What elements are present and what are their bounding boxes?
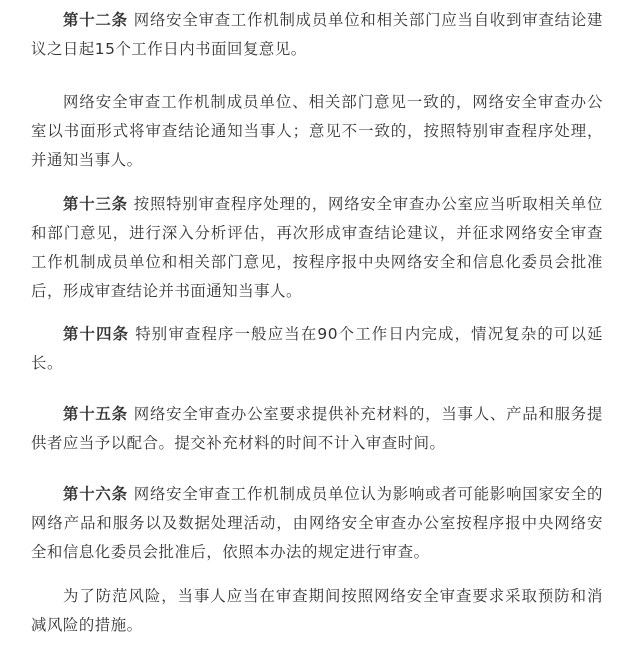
article-number: 第十四条 [63, 325, 130, 343]
paragraph-text: 为了防范风险，当事人应当在审查期间按照网络安全审查要求采取预防和消减风险的措施。 [31, 587, 603, 634]
paragraph-article-12 [31, 6, 603, 64]
paragraph-article-12-continued [31, 88, 603, 175]
paragraph-text: 按照特别审查程序处理的，网络安全审查办公室应当听取相关单位和部门意见，进行深入分析评估，再次形成审查结论建议，并征求网络安全审查工作机制成员单位和相关部门意见，按程序报中央网络安全和信息化委员会批准后，形成审查结论并书面通知当事人。 [31, 195, 604, 300]
paragraph-article-16 [31, 480, 603, 567]
paragraph-article-15 [31, 400, 603, 458]
article-number: 第十五条 [63, 405, 128, 423]
paragraph-article-16-continued [31, 582, 603, 640]
paragraph-article-14 [31, 320, 603, 378]
paragraph-text: 网络安全审查工作机制成员单位认为影响或者可能影响国家安全的网络产品和服务以及数据处理活动，由网络安全审查办公室按程序报中央网络安全和信息化委员会批准后，依照本办法的规定进行审查。 [31, 485, 604, 561]
paragraph-article-13 [31, 190, 603, 306]
paragraph-text: 网络安全审查办公室要求提供补充材料的，当事人、产品和服务提供者应当予以配合。提交补充材料的时间不计入审查时间。 [31, 405, 604, 452]
article-number: 第十六条 [63, 485, 128, 503]
article-number: 第十三条 [63, 195, 128, 213]
paragraph-text: 特别审查程序一般应当在90个工作日内完成，情况复杂的可以延长。 [31, 325, 603, 372]
article-number: 第十二条 [63, 11, 128, 29]
paragraph-text: 网络安全审查工作机制成员单位和相关部门应当自收到审查结论建议之日起15个工作日内书面回复意见。 [31, 11, 604, 58]
paragraph-text: 网络安全审查工作机制成员单位、相关部门意见一致的，网络安全审查办公室以书面形式将审查结论通知当事人；意见不一致的，按照特别审查程序处理，并通知当事人。 [31, 93, 603, 169]
